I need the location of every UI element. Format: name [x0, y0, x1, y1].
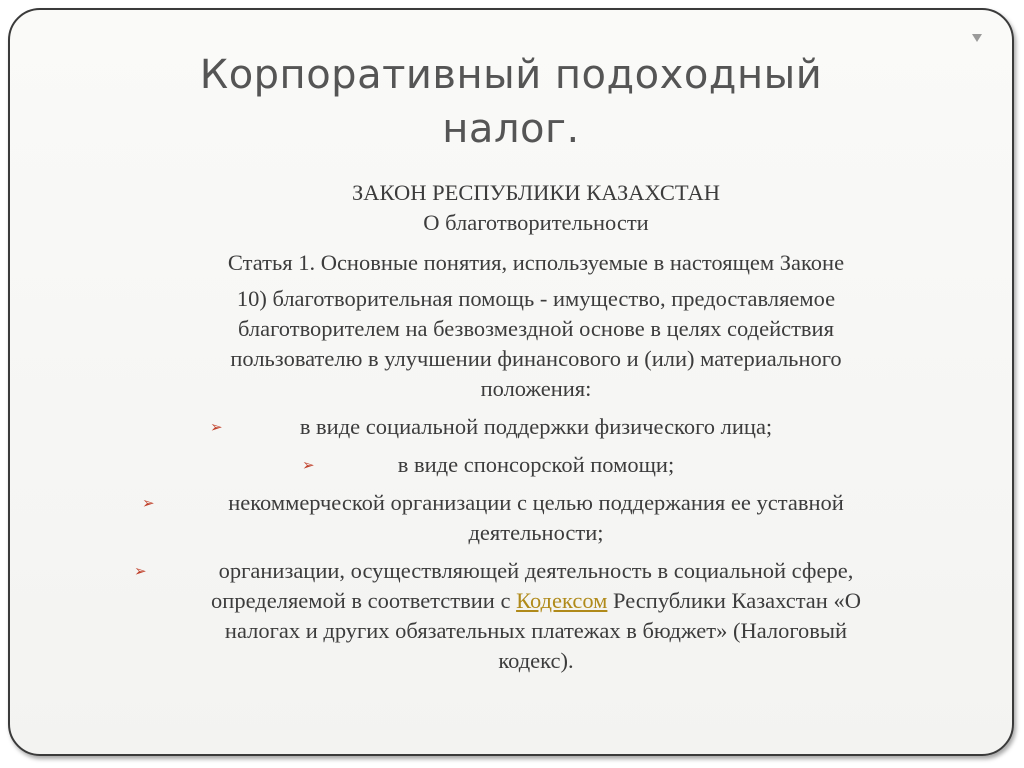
- law-subject: О благотворительности: [423, 210, 649, 235]
- arrow-bullet-icon: ➢: [302, 456, 315, 474]
- definition-line: пользователю в улучшении финансового и (или) материального: [230, 346, 842, 371]
- bullet-text-fragment: Республики Казахстан «О: [607, 588, 861, 613]
- title-line-2: налог.: [442, 106, 580, 152]
- bullet-line: [130, 586, 942, 616]
- list-item: [130, 412, 942, 442]
- title-line-1: Корпоративный подоходный: [199, 52, 823, 98]
- bullet-line: деятельности;: [468, 520, 604, 545]
- definition-line: 10) благотворительная помощь - имущество, предоставляемое: [236, 286, 836, 311]
- bullet-text: [130, 488, 942, 548]
- definition-paragraph: [130, 284, 942, 404]
- law-title: ЗАКОН РЕСПУБЛИКИ КАЗАХСТАН: [351, 180, 721, 205]
- bullet-list: [130, 412, 942, 676]
- bullet-text: в виде социальной поддержки физического лица;: [299, 414, 773, 439]
- codex-link[interactable]: Кодексом: [516, 588, 608, 613]
- arrow-bullet-icon: ➢: [142, 494, 155, 512]
- article-heading: Статья 1. Основные понятия, используемые в настоящем Законе: [227, 250, 845, 275]
- bullet-text-fragment: определяемой в соответствии с: [211, 588, 517, 613]
- slide-title: [50, 48, 972, 156]
- slide-frame: [8, 8, 1014, 756]
- bullet-text: [130, 556, 942, 676]
- slide-content: [130, 178, 942, 676]
- arrow-bullet-icon: ➢: [134, 562, 147, 580]
- list-item: [130, 556, 942, 676]
- corner-decoration-icon: [972, 34, 982, 44]
- definition-line: благотворителем на безвозмездной основе в целях содействия: [238, 316, 834, 341]
- definition-line: положения:: [480, 376, 592, 401]
- bullet-text: в виде спонсорской помощи;: [397, 452, 675, 477]
- list-item: [130, 450, 942, 480]
- list-item: [130, 488, 942, 548]
- bullet-line: некоммерческой организации с целью поддержания ее уставной: [228, 490, 844, 515]
- bullet-line: налогах и других обязательных платежах в бюджет» (Налоговый: [224, 618, 848, 643]
- bullet-line: кодекс).: [498, 648, 574, 673]
- arrow-bullet-icon: ➢: [210, 418, 223, 436]
- bullet-line: организации, осуществляющей деятельность в социальной сфере,: [218, 558, 854, 583]
